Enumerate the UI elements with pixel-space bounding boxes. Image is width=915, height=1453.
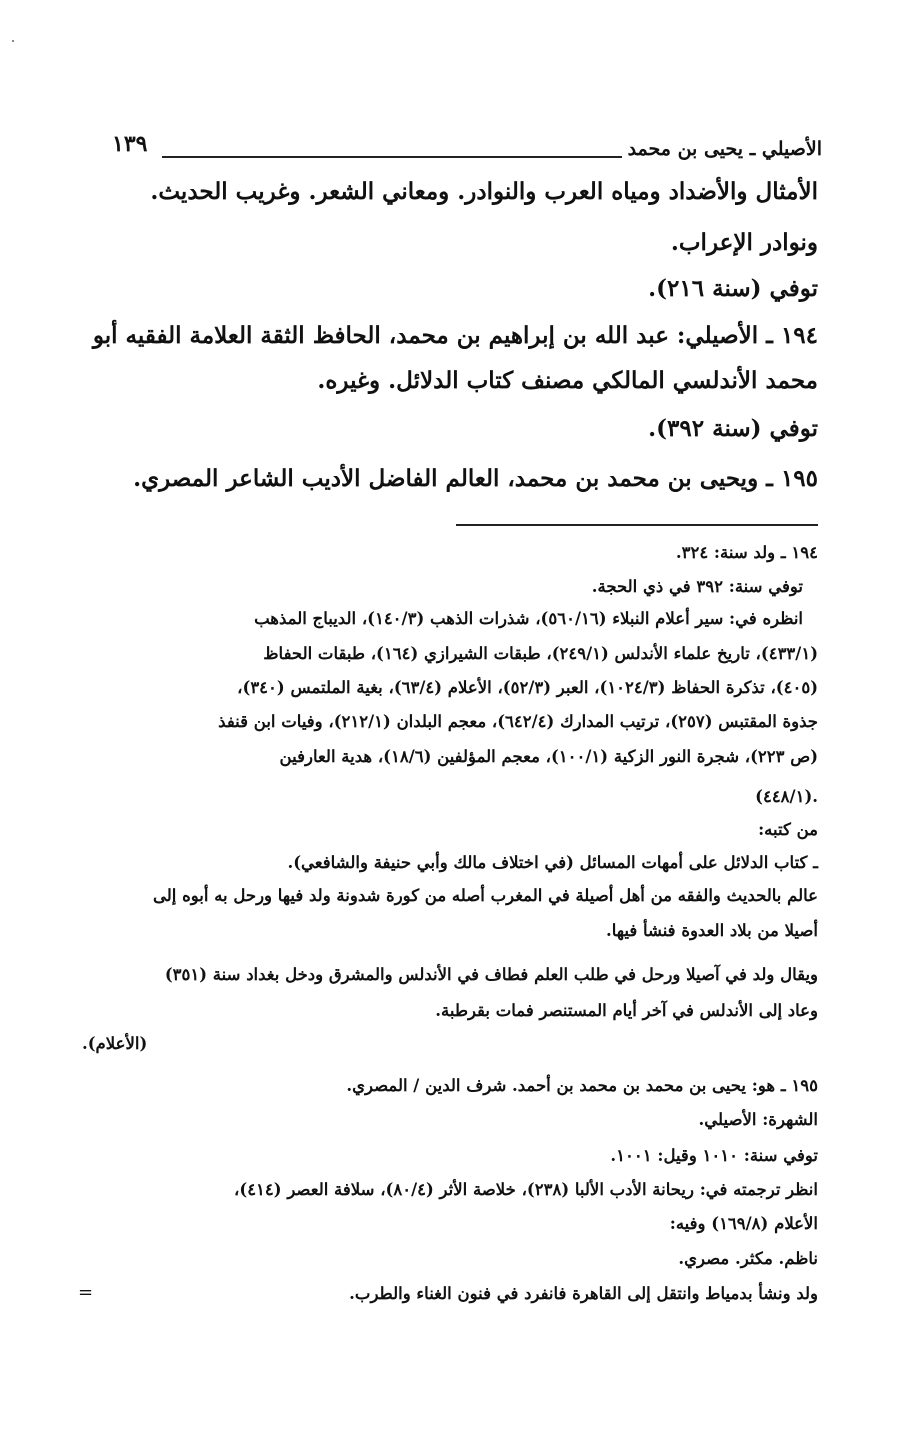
footnote-line: توفي سنة: ٣٩٢ في ذي الحجة. xyxy=(591,577,803,596)
footnote-line: انظره في: سير أعلام النبلاء (٥٦٠/١٦)، شذرات الذهب (١٤٠/٣)، الديباج المذهب xyxy=(254,609,803,628)
entry-heading-194: ١٩٤ ـ الأصيلي: عبد الله بن إبراهيم بن محمد، الحافظ الثقة العلامة الفقيه أبو xyxy=(92,322,818,349)
scan-speck xyxy=(12,40,14,42)
footnote-line: الأعلام (١٦٩/٨) وفيه: xyxy=(669,1214,818,1233)
footnote-line: عالم بالحديث والفقه من أهل أصيلة في المغرب أصله من كورة شدونة ولد فيها ورحل به أبوه إلى xyxy=(153,886,818,905)
body-line: الأمثال والأضداد ومياه العرب والنوادر. ومعاني الشعر. وغريب الحديث. xyxy=(150,178,818,205)
footnote-line: (٤٠٥)، تذكرة الحفاظ (١٠٢٤/٣)، العبر (٥٢/٣)، الأعلام (٦٣/٤)، بغية الملتمس (٣٤٠)، xyxy=(237,678,818,697)
footnote-source: (الأعلام). xyxy=(82,1034,148,1053)
body-line: توفي (سنة ٣٩٢). xyxy=(648,415,818,442)
running-header-title: الأصيلي ـ يحيى بن محمد xyxy=(627,138,822,160)
footnote-line: ناظم. مكثر. مصري. xyxy=(678,1249,818,1268)
footnote-line: جذوة المقتبس (٢٥٧)، ترتيب المدارك (٦٤٢/٤)، معجم البلدان (٢١٢/١)، وفيات ابن قنفذ xyxy=(218,712,818,731)
footnote-line: (٤٣٣/١)، تاريخ علماء الأندلس (٢٤٩/١)، طبقات الشيرازي (١٦٤)، طبقات الحفاظ xyxy=(263,644,818,663)
footnote-line: أصيلا من بلاد العدوة فنشأ فيها. xyxy=(605,921,818,940)
footnote-line: ١٩٤ ـ ولد سنة: ٣٢٤. xyxy=(675,543,818,562)
body-line: ونوادر الإعراب. xyxy=(670,229,818,256)
footnote-line: ويقال ولد في آصيلا ورحل في طلب العلم فطاف في الأندلس والمشرق ودخل بغداد سنة (٣٥١) xyxy=(164,965,818,984)
footnote-line: انظر ترجمته في: ريحانة الأدب الألبا (٢٣٨)، خلاصة الأثر (٨٠/٤)، سلافة العصر (٤١٤)، xyxy=(234,1180,818,1199)
page-number: ١٣٩ xyxy=(112,131,148,157)
footnote-line: ١٩٥ ـ هو: يحيى بن محمد بن محمد بن أحمد. شرف الدين / المصري. xyxy=(346,1076,818,1095)
footnote-separator xyxy=(456,524,818,526)
entry-heading-195: ١٩٥ ـ ويحيى بن محمد بن محمد، العالم الفاضل الأديب الشاعر المصري. xyxy=(133,465,818,492)
footnote-line: ـ كتاب الدلائل على أمهات المسائل (في اختلاف مالك وأبي حنيفة والشافعي). xyxy=(287,853,818,872)
footnote-line: توفي سنة: ١٠١٠ وقيل: ١٠٠١. xyxy=(610,1146,818,1165)
footnote-line: وعاد إلى الأندلس في آخر أيام المستنصر فمات بقرطبة. xyxy=(435,1001,818,1020)
footnote-line: (٤٤٨/١). xyxy=(755,787,818,806)
footnote-line: ولد ونشأ بدمياط وانتقل إلى القاهرة فانفرد في فنون الغناء والطرب. xyxy=(349,1284,818,1303)
footnote-line: الشهرة: الأصيلي. xyxy=(698,1110,818,1129)
header-rule xyxy=(162,156,622,158)
footnote-line: (ص ٢٢٣)، شجرة النور الزكية (١٠٠/١)، معجم المؤلفين (١٨/٦)، هدية العارفين xyxy=(279,747,818,766)
body-line: محمد الأندلسي المالكي مصنف كتاب الدلائل. وغيره. xyxy=(317,367,818,394)
body-line: توفي (سنة ٢١٦). xyxy=(648,275,818,302)
footnote-line: من كتبه: xyxy=(758,820,818,839)
margin-mark: = xyxy=(78,1282,94,1303)
